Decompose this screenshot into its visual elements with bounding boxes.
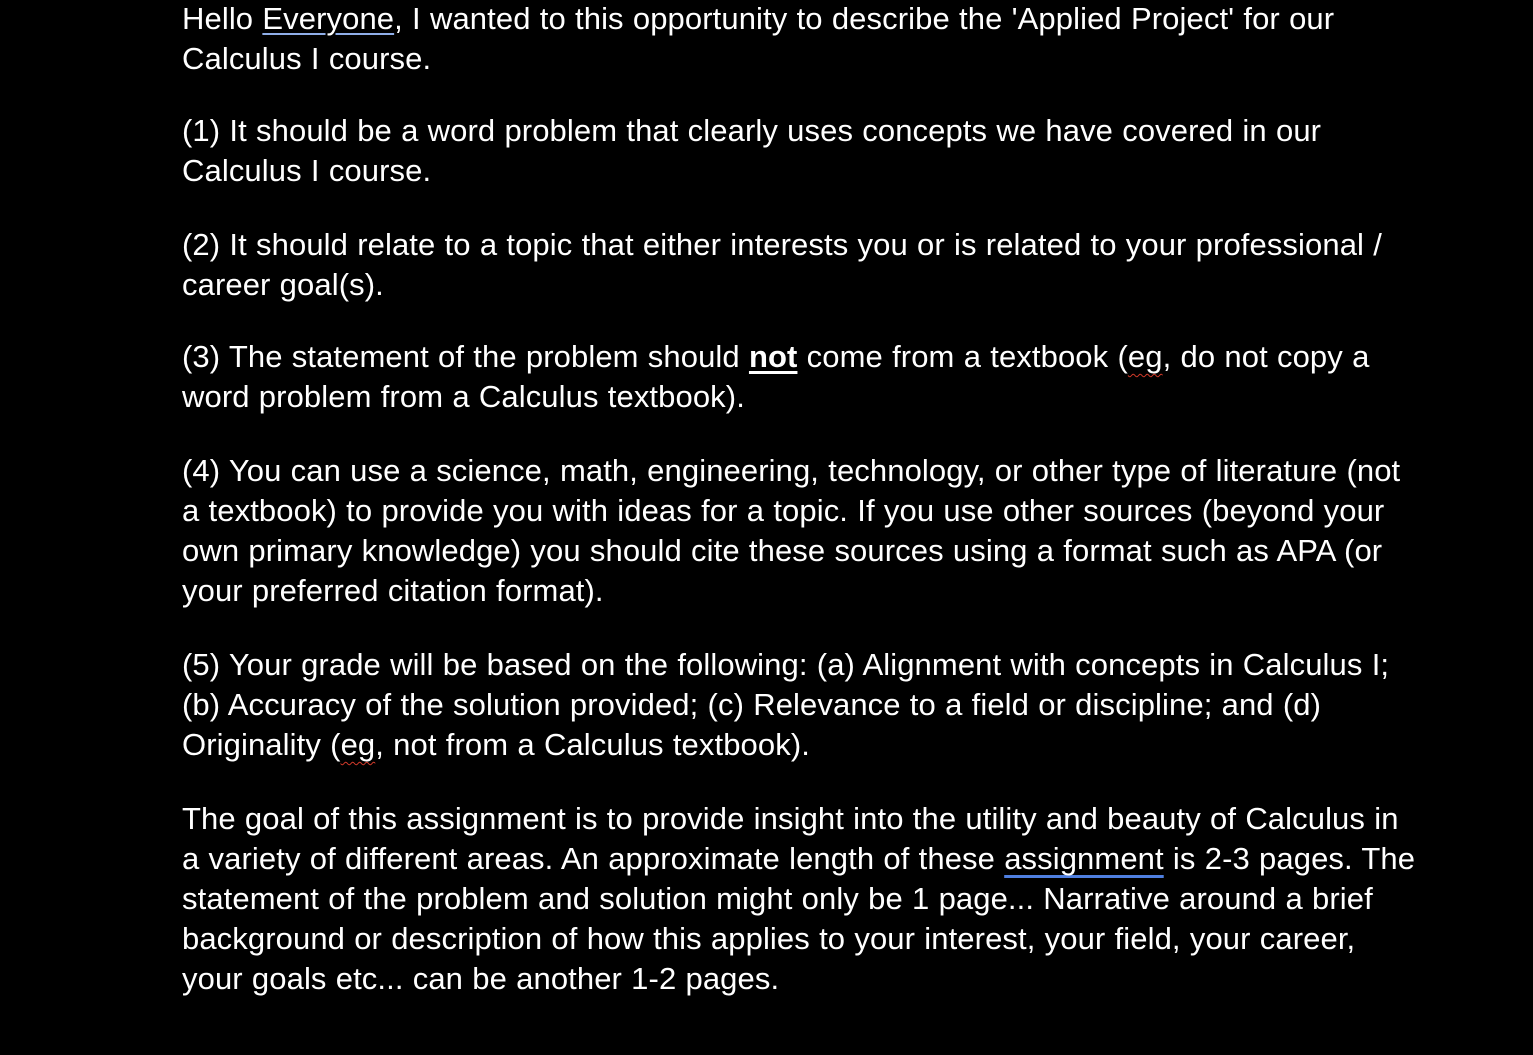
requirement-5-paragraph — [182, 645, 1422, 765]
requirement-3-text-end: , do not copy a word problem from a Calculus textbook). — [182, 339, 1370, 414]
requirement-3-paragraph — [182, 337, 1422, 417]
requirement-4-paragraph: (4) You can use a science, math, engineering, technology, or other type of literature (not a textbook) to provide you with ideas for a topic. If you use other sources (beyond your own primary knowledge) you should cite these sources using a format such as APA (or your preferred citation format). — [182, 453, 1401, 608]
intro-greeting: Hello — [182, 1, 263, 36]
grammarcheck-flagged-word[interactable]: assignment — [1004, 841, 1164, 876]
spellcheck-flagged-word[interactable]: eg — [340, 727, 376, 762]
spellcheck-flagged-word[interactable]: eg — [1127, 339, 1163, 374]
everyone-mention-link[interactable]: Everyone — [262, 1, 395, 36]
requirement-5-text-end: , not from a Calculus textbook). — [375, 727, 810, 762]
requirement-5-text-start: (5) Your grade will be based on the following: (a) Alignment with concepts in Calculus I; (b) Accuracy of the solution provided; (c) Relevance to a field or discipline; and (d) Originality ( — [182, 647, 1390, 762]
goal-paragraph — [182, 799, 1422, 999]
document-body — [182, 0, 1422, 1055]
requirement-2-paragraph: (2) It should relate to a topic that either interests you or is related to your professional / career goal(s). — [182, 227, 1382, 302]
requirement-3-text-start: (3) The statement of the problem should — [182, 339, 749, 374]
intro-paragraph — [182, 0, 1422, 79]
goal-text-start: The goal of this assignment is to provide insight into the utility and beauty of Calculus in a variety of different areas. An approximate length of these — [182, 801, 1399, 876]
requirement-1-paragraph: (1) It should be a word problem that clearly uses concepts we have covered in our Calculus I course. — [182, 113, 1322, 188]
goal-text-end: is 2-3 pages. The statement of the problem and solution might only be 1 page... Narrative around a brief background or description of how this applies to your interest, your field, your career, your goals etc... can be another 1-2 pages. — [182, 841, 1416, 996]
requirement-3-text-middle: come from a textbook ( — [797, 339, 1128, 374]
emphasis-not: not — [748, 339, 798, 374]
intro-text: , I wanted to this opportunity to describe the 'Applied Project' for our Calculus I course. — [182, 1, 1335, 76]
